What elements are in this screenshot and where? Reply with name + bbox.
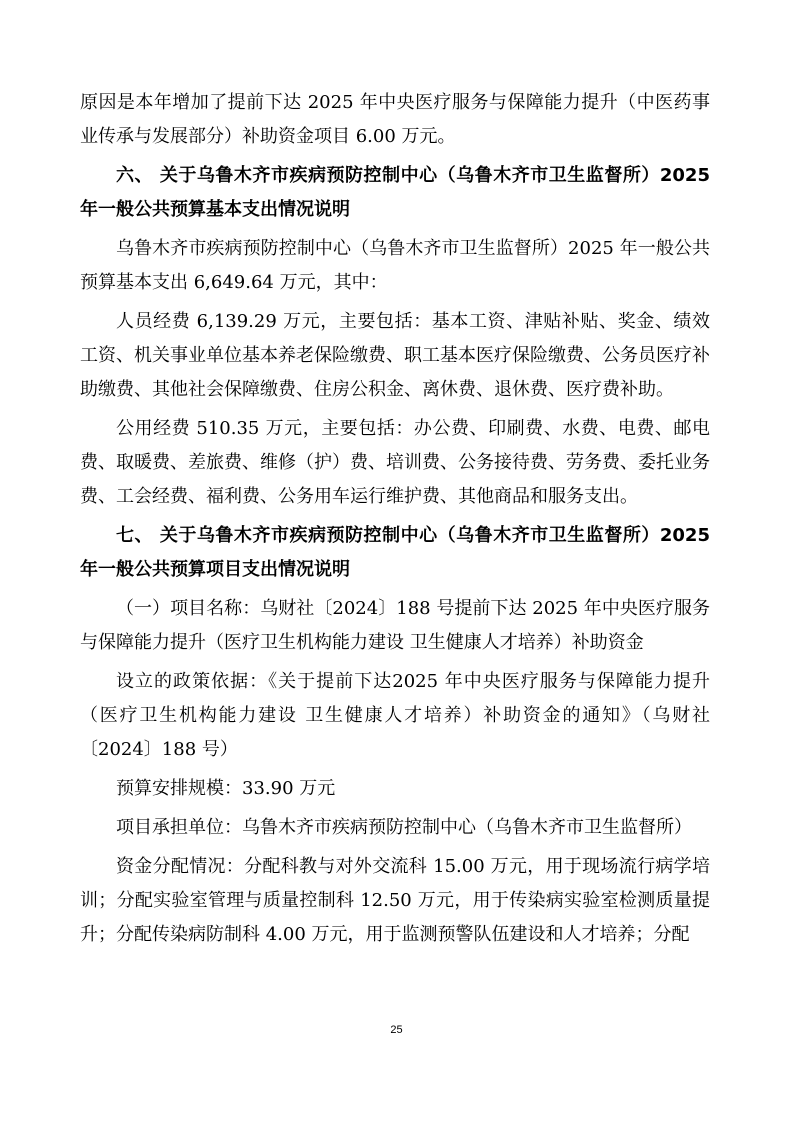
paragraph-public-expenses: 公用经费 510.35 万元，主要包括：办公费、印刷费、水费、电费、邮电费、取暖费、差旅费、维修（护）费、培训费、公务接待费、劳务费、委托业务费、工会经费、福利费、公务用车运行维护费、其他商品和服务支出。 [80, 418, 710, 507]
paragraph-basic-expenditure: 乌鲁木齐市疾病预防控制中心（乌鲁木齐市卫生监督所）2025 年一般公共预算基本支出 6,649.64 万元，其中： [80, 238, 710, 293]
paragraph-budget-scale: 预算安排规模：33.90 万元 [116, 778, 336, 799]
paragraph-policy-basis: 设立的政策依据：《关于提前下达2025 年中央医疗服务与保障能力提升（医疗卫生机构能力建设 卫生健康人才培养）补助资金的通知》（乌财社〔2024〕188 号） [80, 671, 710, 760]
paragraph-personnel-expenses: 人员经费 6,139.29 万元，主要包括：基本工资、津贴补贴、奖金、绩效工资、机关事业单位基本养老保险缴费、职工基本医疗保险缴费、公务员医疗补助缴费、其他社会保障缴费、住房公积金、离休费、退休费、医疗费补助。 [80, 311, 710, 400]
paragraph-responsible-unit: 项目承担单位：乌鲁木齐市疾病预防控制中心（乌鲁木齐市卫生监督所） [116, 817, 692, 838]
section-heading-seven: 七、 关于乌鲁木齐市疾病预防控制中心（乌鲁木齐市卫生监督所）2025 年一般公共预算项目支出情况说明 [80, 525, 710, 580]
paragraph-project-name: （一）项目名称：乌财社〔2024〕188 号提前下达 2025 年中央医疗服务与保障能力提升（医疗卫生机构能力建设 卫生健康人才培养）补助资金 [80, 598, 710, 653]
paragraph-continued-reason: 原因是本年增加了提前下达 2025 年中央医疗服务与保障能力提升（中医药事业传承与发展部分）补助资金项目 6.00 万元。 [80, 92, 710, 147]
page-number: 25 [390, 1024, 403, 1036]
document-body [80, 86, 710, 952]
paragraph-fund-allocation: 资金分配情况：分配科教与对外交流科 15.00 万元，用于现场流行病学培训；分配实验室管理与质量控制科 12.50 万元，用于传染病实验室检测质量提升；分配传染病防制科 4.00 万元，用于监测预警队伍建设和人才培养；分配 [80, 856, 710, 945]
section-heading-six: 六、 关于乌鲁木齐市疾病预防控制中心（乌鲁木齐市卫生监督所）2025 年一般公共预算基本支出情况说明 [80, 165, 710, 220]
